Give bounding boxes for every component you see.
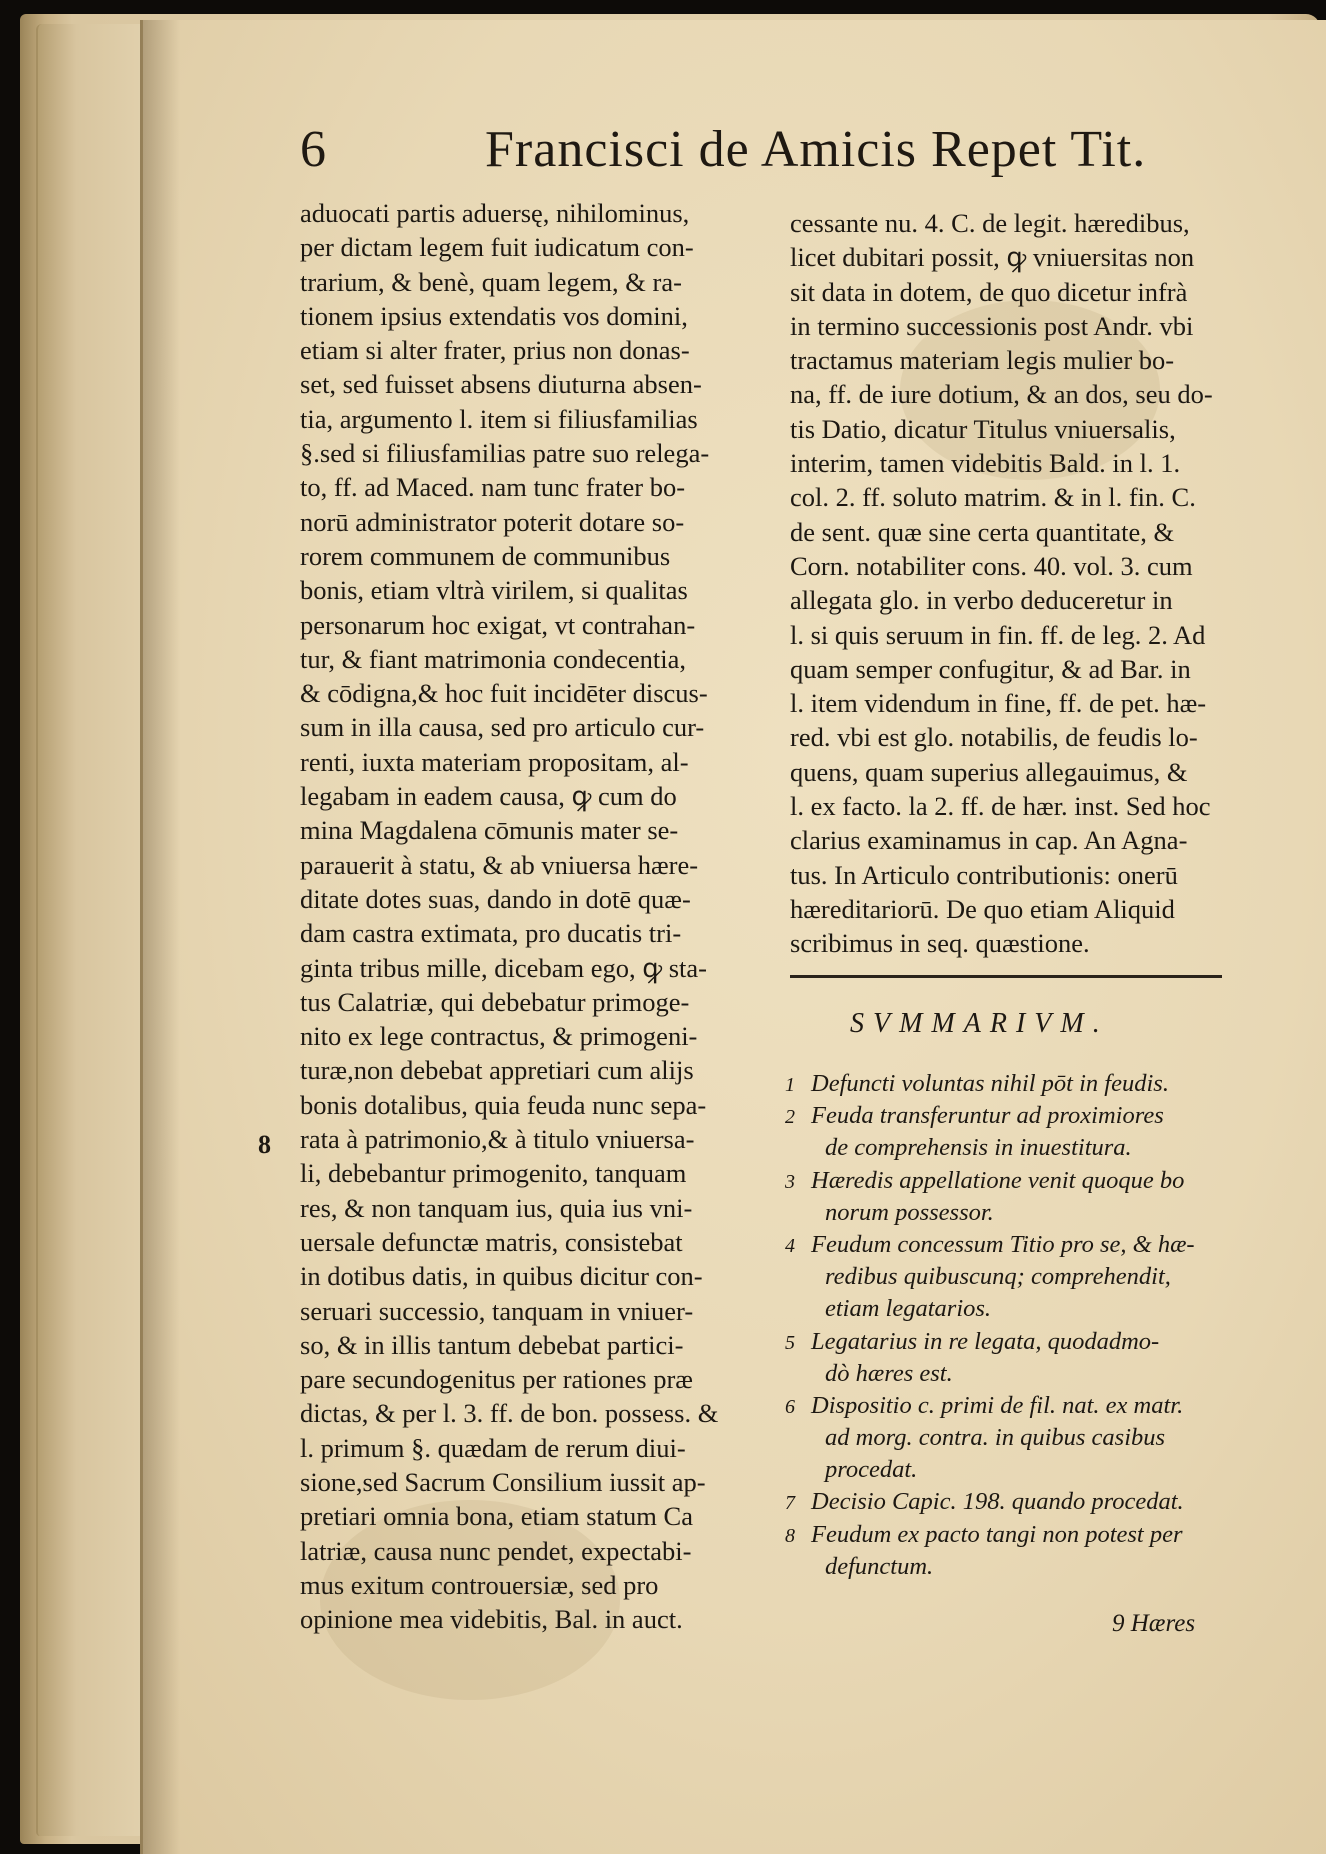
summary-text: Decisio Capic. 198. quando procedat. xyxy=(811,1488,1184,1516)
summary-line xyxy=(785,1358,1230,1390)
text-line: in dotibus datis, in quibus dicitur con- xyxy=(300,1261,703,1292)
text-line: l. item videndum in fine, ff. de pet. hæ- xyxy=(790,688,1207,719)
text-line: latriæ, causa nunc pendet, expectabi- xyxy=(300,1535,692,1566)
summary-text: defunctum. xyxy=(825,1552,934,1580)
summary-item xyxy=(785,1486,1230,1518)
summary-item xyxy=(785,1519,1230,1583)
text-line: l. si quis seruum in fin. ff. de leg. 2. Ad xyxy=(790,619,1206,650)
page-number: 6 xyxy=(300,121,327,178)
summary-line xyxy=(785,1454,1230,1486)
text-line: Corn. notabiliter cons. 40. vol. 3. cum xyxy=(790,550,1193,581)
summary-number: 5 xyxy=(785,1331,795,1354)
running-head xyxy=(300,120,1300,190)
summary-line xyxy=(785,1551,1230,1583)
text-line: na, ff. de iure dotium, & an dos, seu do- xyxy=(790,379,1213,410)
text-line: quam semper confugitur, & ad Bar. in xyxy=(790,653,1191,684)
text-line: etiam si alter frater, prius non donas- xyxy=(300,335,690,366)
text-line: legabam in eadem causa, ꝙ cum do xyxy=(300,781,677,812)
text-line: sit data in dotem, de quo dicetur infrà xyxy=(790,276,1188,307)
text-line: l. ex facto. la 2. ff. de hær. inst. Sed hoc xyxy=(790,791,1211,822)
summary-line xyxy=(785,1519,1230,1551)
text-line: licet dubitari possit, ꝙ vniuersitas non xyxy=(790,242,1195,273)
text-line: personarum hoc exigat, vt contrahan- xyxy=(300,609,696,640)
summary-text: norum possessor. xyxy=(825,1198,994,1226)
text-line: red. vbi est glo. notabilis, de feudis lo- xyxy=(790,722,1198,753)
text-line: pare secundogenitus per rationes præ xyxy=(300,1364,693,1395)
text-line: l. primum §. quædam de rerum diui- xyxy=(300,1432,686,1463)
text-line: bonis dotalibus, quia feuda nunc sepa- xyxy=(300,1089,707,1120)
text-line: parauerit à statu, & ab vniuersa hære- xyxy=(300,849,699,880)
summary-line xyxy=(785,1165,1230,1197)
text-line: mina Magdalena cōmunis mater se- xyxy=(300,815,679,846)
summary-line xyxy=(785,1132,1230,1164)
text-line: col. 2. ff. soluto matrim. & in l. fin. C. xyxy=(790,482,1196,513)
summary-text: Hæredis appellatione venit quoque bo xyxy=(811,1166,1185,1194)
text-line: per dictam legem fuit iudicatum con- xyxy=(300,232,694,263)
summary-number: 4 xyxy=(785,1234,795,1257)
catchword: 9 Hæres xyxy=(1112,1610,1196,1637)
summary-number: 7 xyxy=(785,1492,795,1515)
text-line: tia, argumento l. item si filiusfamilias xyxy=(300,403,698,434)
summary-text: Feudum ex pacto tangi non potest per xyxy=(811,1520,1183,1548)
text-line: tractamus materiam legis mulier bo- xyxy=(790,345,1175,376)
summary-line xyxy=(785,1486,1230,1518)
summary-number: 3 xyxy=(785,1170,795,1193)
summary-list xyxy=(785,1068,1230,1583)
text-line: norū administrator poterit dotare so- xyxy=(300,506,685,537)
summary-item xyxy=(785,1326,1230,1390)
text-line: li, debebantur primogenito, tanquam xyxy=(300,1158,687,1189)
left-text-column xyxy=(300,196,740,1636)
summary-number: 8 xyxy=(785,1524,795,1547)
text-line: seruari successio, tanquam in vniuer- xyxy=(300,1295,694,1326)
text-line: hæreditariorū. De quo etiam Aliquid xyxy=(790,893,1175,924)
summary-item xyxy=(785,1100,1230,1164)
summary-line xyxy=(785,1293,1230,1325)
text-line: mus exitum controuersiæ, sed pro xyxy=(300,1569,659,1600)
text-line: rata à patrimonio,& à titulo vniuersa- xyxy=(300,1124,695,1155)
text-line: de sent. quæ sine certa quantitate, & xyxy=(790,516,1175,547)
summary-text: procedat. xyxy=(825,1456,918,1484)
summary-item xyxy=(785,1390,1230,1487)
text-line: res, & non tanquam ius, quia ius vni- xyxy=(300,1192,693,1223)
summary-line xyxy=(785,1100,1230,1132)
text-line: interim, tamen videbitis Bald. in l. 1. xyxy=(790,448,1181,479)
text-line: tus. In Articulo contributionis: onerū xyxy=(790,859,1178,890)
text-line: dictas, & per l. 3. ff. de bon. possess. & xyxy=(300,1398,719,1429)
text-line: dam castra extimata, pro ducatis tri- xyxy=(300,918,682,949)
summary-line xyxy=(785,1261,1230,1293)
right-text-column xyxy=(790,206,1240,961)
text-line: & cōdigna,& hoc fuit incidēter discus- xyxy=(300,678,708,709)
summary-line xyxy=(785,1326,1230,1358)
text-line: set, sed fuisset absens diuturna absen- xyxy=(300,369,702,400)
summary-line xyxy=(785,1229,1230,1261)
text-line: sione,sed Sacrum Consilium iussit ap- xyxy=(300,1466,706,1497)
text-line: opinione mea videbitis, Bal. in auct. xyxy=(300,1604,683,1635)
summary-text: etiam legatarios. xyxy=(825,1295,992,1323)
text-line: bonis, etiam vltrà virilem, si qualitas xyxy=(300,575,688,606)
text-line: ditate dotes suas, dando in dotē quæ- xyxy=(300,883,691,914)
text-line: quens, quam superius allegauimus, & xyxy=(790,756,1188,787)
text-line: tis Datio, dicatur Titulus vniuersalis, xyxy=(790,413,1176,444)
summary-number: 6 xyxy=(785,1395,795,1418)
text-line: tus Calatriæ, qui debebatur primoge- xyxy=(300,986,690,1017)
summary-text: Legatarius in re legata, quodadmo- xyxy=(811,1327,1160,1355)
gutter-shadow xyxy=(140,20,180,1854)
summary-heading: SVMMARIVM. xyxy=(850,1008,1109,1039)
summary-number: 1 xyxy=(785,1074,795,1096)
summary-text: dò hæres est. xyxy=(825,1359,953,1387)
summary-item xyxy=(785,1165,1230,1229)
summary-item xyxy=(785,1068,1230,1100)
text-line: to, ff. ad Maced. nam tunc frater bo- xyxy=(300,472,686,503)
running-title: Francisci de Amicis Repet Tit. xyxy=(485,121,1147,178)
summary-line xyxy=(785,1068,1230,1100)
text-line: nito ex lege contractus, & primogeni- xyxy=(300,1021,698,1052)
summary-text: Dispositio c. primi de fil. nat. ex matr. xyxy=(811,1391,1184,1419)
text-line: allegata glo. in verbo deduceretur in xyxy=(790,585,1173,616)
text-line: §.sed si filiusfamilias patre suo relega- xyxy=(300,438,710,469)
text-line: rorem communem de communibus xyxy=(300,540,671,571)
text-line: pretiari omnia bona, etiam statum Ca xyxy=(300,1501,693,1532)
text-line: tionem ipsius extendatis vos domini, xyxy=(300,300,688,331)
margin-note: 8 xyxy=(258,1130,271,1159)
text-line: scribimus in seq. quæstione. xyxy=(790,928,1090,959)
summary-text: Feudum concessum Titio pro se, & hæ- xyxy=(811,1230,1195,1258)
summary-text: Feuda transferuntur ad proximiores xyxy=(811,1102,1164,1130)
summary-line xyxy=(785,1390,1230,1422)
summary-number: 2 xyxy=(785,1106,795,1129)
text-line: uersale defunctæ matris, consistebat xyxy=(300,1226,683,1257)
text-line: turæ,non debebat appretiari cum alijs xyxy=(300,1055,694,1086)
text-line: cessante nu. 4. C. de legit. hæredibus, xyxy=(790,208,1190,238)
text-line: trarium, & benè, quam legem, & ra- xyxy=(300,266,682,297)
text-line: tur, & fiant matrimonia condecentia, xyxy=(300,643,686,674)
text-line: clarius examinamus in cap. An Agna- xyxy=(790,825,1188,856)
summary-text: redibus quibuscunq; comprehendit, xyxy=(825,1263,1171,1291)
text-line: so, & in illis tantum debebat partici- xyxy=(300,1329,684,1360)
summary-line xyxy=(785,1422,1230,1454)
text-line: aduocati partis aduersę, nihilominus, xyxy=(300,198,690,228)
section-rule xyxy=(790,975,1222,978)
text-line: in termino successionis post Andr. vbi xyxy=(790,310,1194,341)
summary-text: ad morg. contra. in quibus casibus xyxy=(825,1424,1166,1452)
text-line: renti, iuxta materiam propositam, al- xyxy=(300,746,689,777)
text-line: ginta tribus mille, dicebam ego, ꝙ sta- xyxy=(300,952,707,983)
text-line: sum in illa causa, sed pro articulo cur- xyxy=(300,712,705,743)
summary-text: Defuncti voluntas nihil pōt in feudis. xyxy=(811,1070,1169,1097)
summary-line xyxy=(785,1197,1230,1229)
summary-text: de comprehensis in inuestitura. xyxy=(825,1134,1132,1162)
summary-item xyxy=(785,1229,1230,1326)
